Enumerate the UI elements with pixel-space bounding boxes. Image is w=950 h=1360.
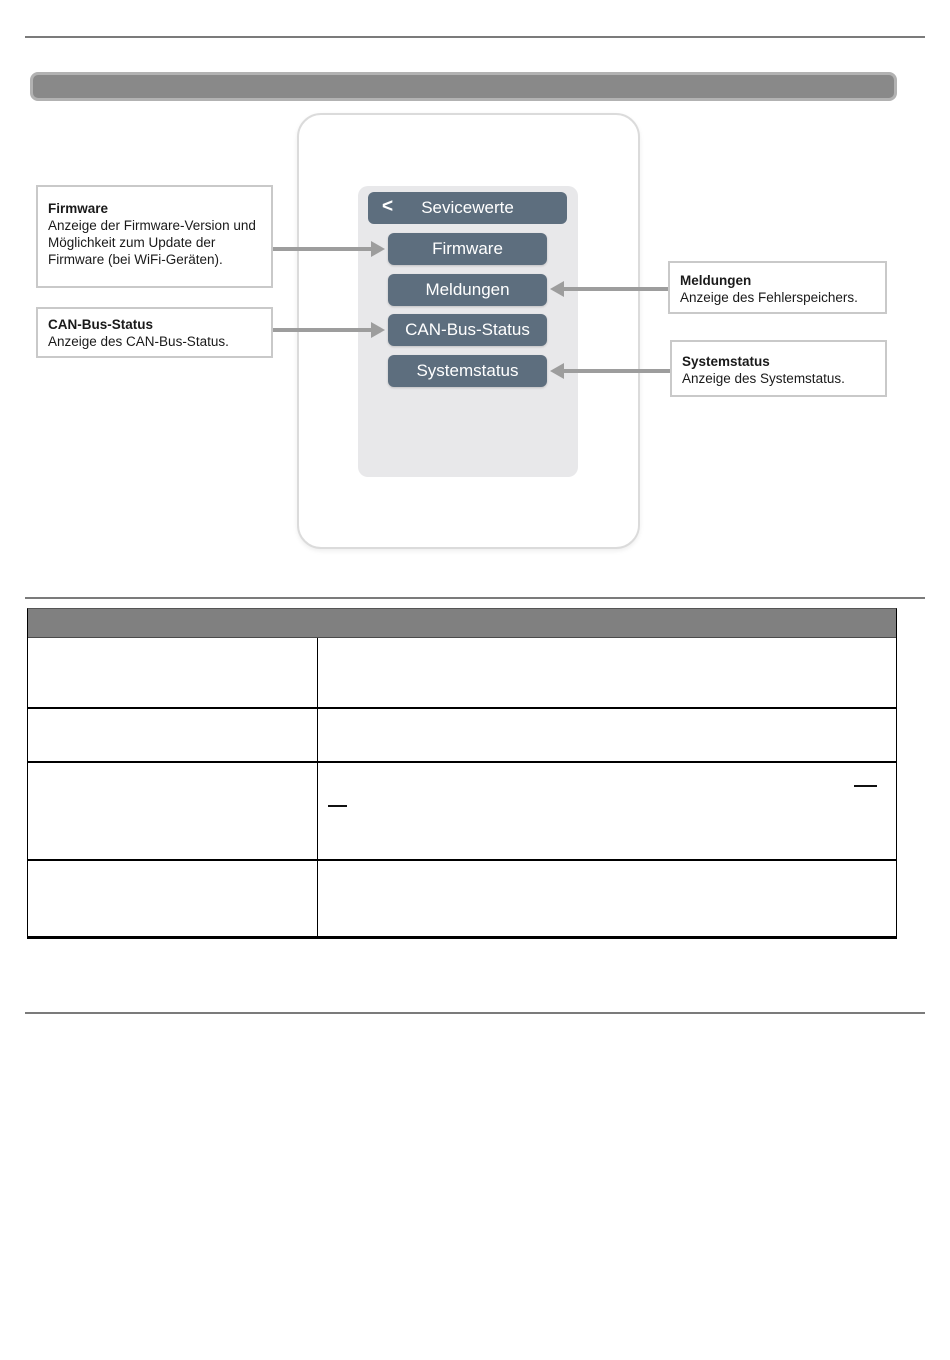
table-cell	[318, 861, 896, 936]
callout-firmware	[36, 185, 273, 288]
callout-title: Firmware	[48, 201, 109, 216]
underline-mark	[854, 785, 877, 787]
meldungen-button[interactable]: Meldungen	[388, 274, 547, 306]
callout-can-bus-status	[36, 307, 273, 358]
systemstatus-button[interactable]: Systemstatus	[388, 355, 547, 387]
table-cell	[318, 763, 896, 859]
table-cell	[318, 638, 896, 707]
callout-text: Anzeige der Firmware-Version und Möglichkeit zum Update der Firmware (bei WiFi-Geräten).	[48, 218, 256, 267]
table-row	[28, 761, 896, 859]
firmware-button[interactable]: Firmware	[388, 233, 547, 265]
callout-text: Anzeige des Fehlerspeichers.	[680, 290, 858, 305]
table-top-divider	[25, 597, 925, 599]
table-row	[28, 638, 896, 707]
table-cell	[28, 861, 318, 936]
callout-text: Anzeige des CAN-Bus-Status.	[48, 334, 229, 349]
callout-title: CAN-Bus-Status	[48, 317, 154, 332]
underline-mark	[328, 805, 347, 807]
can-bus-status-button[interactable]: CAN-Bus-Status	[388, 314, 547, 346]
back-chevron-icon[interactable]: <	[382, 196, 394, 217]
table	[27, 608, 897, 939]
arrow-left-icon	[550, 281, 668, 297]
table-row	[28, 707, 896, 761]
screen-title: Sevicewerte	[421, 198, 514, 217]
arrow-right-icon	[273, 241, 385, 257]
arrow-right-icon	[273, 322, 385, 338]
screen-header[interactable]	[368, 192, 567, 224]
callout-text: Anzeige des Systemstatus.	[682, 371, 845, 386]
table-cell	[28, 638, 318, 707]
page-bottom-divider	[25, 1012, 925, 1014]
callout-title: Systemstatus	[682, 354, 770, 369]
table-header-row	[28, 609, 896, 638]
section-header-bar	[30, 72, 897, 101]
table-cell	[318, 709, 896, 761]
callout-systemstatus	[670, 340, 887, 397]
device-screen	[358, 186, 578, 477]
callout-meldungen	[668, 261, 887, 314]
callout-title: Meldungen	[680, 273, 752, 288]
page-top-divider	[25, 36, 925, 38]
table-row	[28, 859, 896, 936]
table-cell	[28, 763, 318, 859]
table-cell	[28, 709, 318, 761]
arrow-left-icon	[550, 363, 670, 379]
